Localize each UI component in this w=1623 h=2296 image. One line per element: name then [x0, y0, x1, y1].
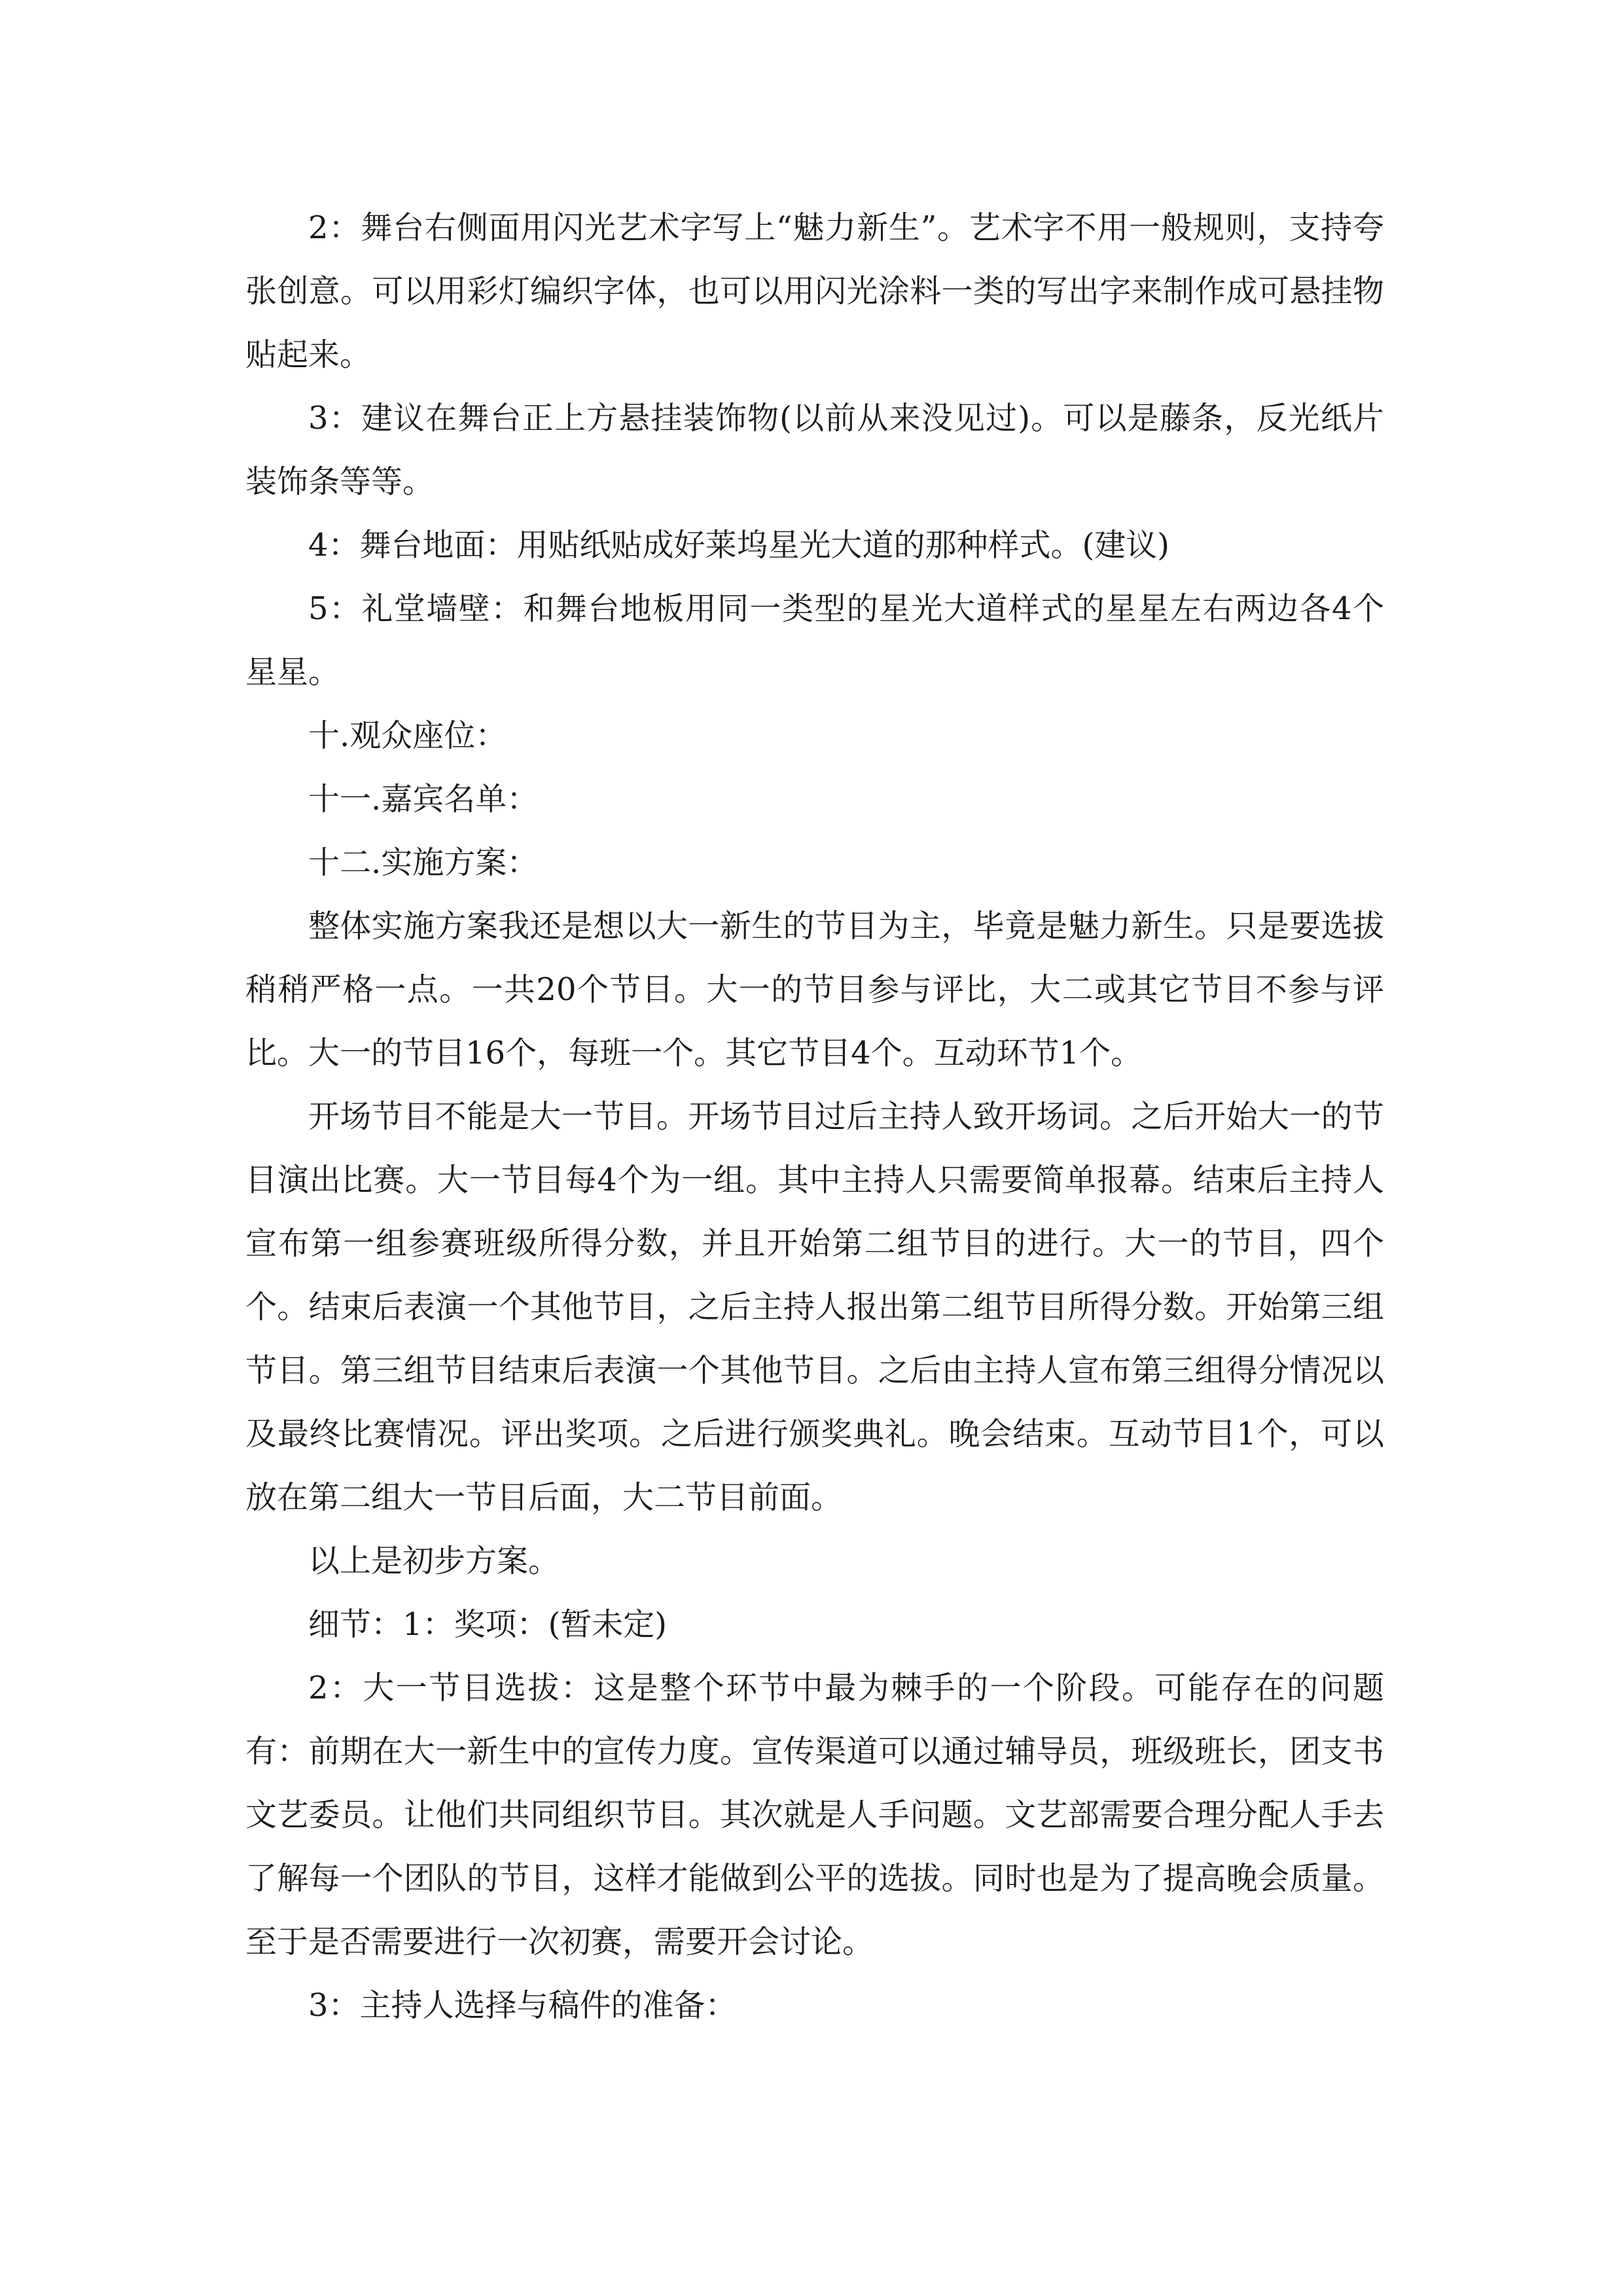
- paragraph-hanging-decorations: 3：建议在舞台正上方悬挂装饰物(以前从来没见过)。可以是藤条，反光纸片装饰条等等。: [245, 400, 1384, 500]
- paragraph-host-selection: 3：主持人选择与稿件的准备：: [308, 1987, 737, 2024]
- paragraph-details-awards: 细节：1：奖项：(暂未定): [308, 1606, 667, 1643]
- paragraph-hall-walls: 5：礼堂墙壁：和舞台地板用同一类型的星光大道样式的星星左右两边各4个星星。: [245, 590, 1384, 691]
- paragraph-program-flow: 开场节目不能是大一节目。开场节目过后主持人致开场词。之后开始大一的节目演出比赛。大一节目每4个为一组。其中主持人只需要简单报幕。结束后主持人宣布第一组参赛班级所得分数，并且开始第二组节目的进行。大一的节目，四个个。结束后表演一个其他节目，之后主持人报出第二组节目所得分数。开始第三组节目。第三组节目结束后表演一个其他节目。之后由主持人宣布第三组得分情况以及最终比赛情况。评出奖项。之后进行颁奖典礼。晚会结束。互动节目1个，可以放在第二组大一节目后面，大二节目前面。: [245, 1098, 1384, 1516]
- paragraph-stage-right-art-text: 2：舞台右侧面用闪光艺术字写上“魅力新生”。艺术字不用一般规则，支持夸张创意。可以用彩灯编织字体，也可以用闪光涂料一类的写出字来制作成可悬挂物贴起来。: [245, 209, 1384, 373]
- document-body: [245, 196, 1384, 2037]
- paragraph-preliminary-plan: 以上是初步方案。: [308, 1543, 560, 1579]
- heading-audience-seating: 十.观众座位：: [308, 717, 507, 754]
- paragraph-freshman-selection: 2：大一节目选拔：这是整个环节中最为棘手的一个阶段。可能存在的问题有：前期在大一新生中的宣传力度。宣传渠道可以通过辅导员，班级班长，团支书文艺委员。让他们共同组织节目。其次就是人手问题。文艺部需要合理分配人手去了解每一个团队的节目，这样才能做到公平的选拔。同时也是为了提高晚会质量。至于是否需要进行一次初赛，需要开会讨论。: [245, 1670, 1384, 1960]
- paragraph-overall-plan: 整体实施方案我还是想以大一新生的节目为主，毕竟是魅力新生。只是要选拔稍稍严格一点。一共20个节目。大一的节目参与评比，大二或其它节目不参与评比。大一的节目16个，每班一个。其它节目4个。互动环节1个。: [245, 908, 1384, 1071]
- heading-guest-list: 十一.嘉宾名单：: [308, 781, 539, 817]
- heading-implementation-plan: 十二.实施方案：: [308, 844, 539, 881]
- paragraph-stage-floor: 4：舞台地面：用贴纸贴成好莱坞星光大道的那种样式。(建议): [308, 527, 1169, 564]
